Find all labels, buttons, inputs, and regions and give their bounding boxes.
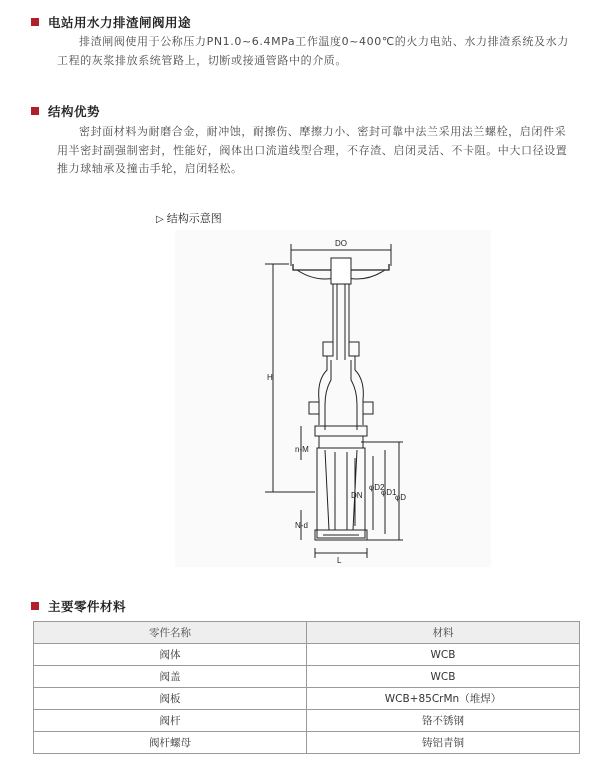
- section-advantages-heading: [31, 102, 100, 120]
- material-cell: 铬不锈钢: [307, 710, 580, 732]
- usage-paragraph: 排渣闸阀使用于公称压力PN1.0~6.4MPa工作温度0~400℃的火力电站、水力排渣系统及水力工程的灰浆排放系统管路上，切断或接通管路中的介质。: [57, 35, 569, 67]
- triangle-right-icon: ▷: [156, 214, 164, 225]
- dim-n-d: N-d: [295, 521, 308, 530]
- part-name-cell: 阀杆: [34, 710, 307, 732]
- table-row: [34, 710, 580, 732]
- part-name-cell: 阀盖: [34, 666, 307, 688]
- diagram-caption-text: 结构示意图: [166, 212, 222, 225]
- dim-d1: φD1: [381, 488, 397, 497]
- dim-h: H: [267, 373, 273, 382]
- column-header-material: 材料: [307, 622, 580, 644]
- dim-d2: φD2: [369, 483, 385, 492]
- red-square-bullet-icon: [31, 107, 39, 115]
- valve-drawing: [175, 230, 491, 567]
- dim-d0: DO: [335, 239, 347, 248]
- valve-structure-diagram: [175, 230, 491, 567]
- material-cell: WCB+85CrMn（堆焊）: [307, 688, 580, 710]
- advantages-paragraph: 密封面材料为耐磨合金，耐冲蚀，耐擦伤、摩擦力小、密封可靠中法兰采用法兰螺栓，启闭件采用半密封副强制密封，性能好，阀体出口流道线型合理，不存渣、启闭灵活、不卡阻。中大口径设置推力球轴承及撞击手轮，启闭轻松。: [57, 125, 568, 175]
- table-row: [34, 688, 580, 710]
- section-title: 结构优势: [48, 104, 101, 119]
- part-name-cell: 阀杆螺母: [34, 732, 307, 754]
- red-square-bullet-icon: [31, 18, 39, 26]
- column-header-part-name: 零件名称: [34, 622, 307, 644]
- section-title: 主要零件材料: [48, 599, 127, 614]
- dim-l: L: [337, 556, 342, 565]
- section-title: 电站用水力排渣闸阀用途: [48, 15, 192, 30]
- red-square-bullet-icon: [31, 602, 39, 610]
- section-materials-heading: [31, 597, 126, 615]
- material-cell: WCB: [307, 644, 580, 666]
- dim-n-m: n-M: [295, 445, 309, 454]
- part-name-cell: 阀板: [34, 688, 307, 710]
- table-row: [34, 666, 580, 688]
- material-cell: 铸铝青铜: [307, 732, 580, 754]
- dim-dn: DN: [351, 491, 363, 500]
- material-cell: WCB: [307, 666, 580, 688]
- table-header-row: [34, 622, 580, 644]
- materials-table: [33, 621, 580, 754]
- table-row: [34, 644, 580, 666]
- diagram-caption: [156, 210, 222, 226]
- part-name-cell: 阀体: [34, 644, 307, 666]
- table-row: [34, 732, 580, 754]
- section-usage-heading: [31, 13, 191, 31]
- dim-d: φD: [395, 493, 406, 502]
